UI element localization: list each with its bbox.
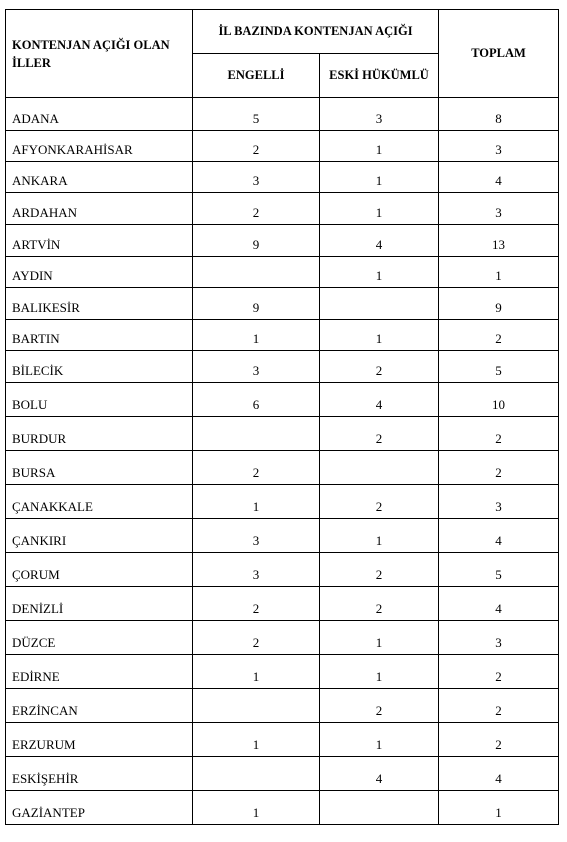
province-name-cell: ARTVİN (6, 225, 193, 257)
total-count-cell: 3 (439, 193, 559, 225)
total-count-cell: 2 (439, 655, 559, 689)
province-name-cell: BURDUR (6, 417, 193, 451)
total-count-cell: 4 (439, 587, 559, 621)
table-row (6, 417, 559, 451)
disabled-count-cell (193, 757, 320, 791)
header-provinces: KONTENJAN AÇIĞI OLAN İLLER (6, 10, 193, 98)
ex-convict-count-cell: 1 (320, 257, 439, 288)
ex-convict-count-cell: 1 (320, 131, 439, 162)
province-name-cell: EDİRNE (6, 655, 193, 689)
ex-convict-count-cell: 1 (320, 723, 439, 757)
table-row (6, 98, 559, 131)
province-name-cell: GAZİANTEP (6, 791, 193, 825)
disabled-count-cell: 3 (193, 553, 320, 587)
total-count-cell: 8 (439, 98, 559, 131)
total-count-cell: 3 (439, 131, 559, 162)
table-row (6, 587, 559, 621)
ex-convict-count-cell: 3 (320, 98, 439, 131)
total-count-cell: 2 (439, 451, 559, 485)
disabled-count-cell: 2 (193, 621, 320, 655)
ex-convict-count-cell: 1 (320, 655, 439, 689)
header-disabled: ENGELLİ (193, 54, 320, 98)
province-name-cell: BALIKESİR (6, 288, 193, 320)
total-count-cell: 10 (439, 383, 559, 417)
table-row (6, 757, 559, 791)
ex-convict-count-cell: 1 (320, 162, 439, 193)
table-row (6, 320, 559, 351)
table-row (6, 485, 559, 519)
total-count-cell: 3 (439, 485, 559, 519)
province-name-cell: BARTIN (6, 320, 193, 351)
ex-convict-count-cell: 2 (320, 417, 439, 451)
disabled-count-cell: 9 (193, 288, 320, 320)
total-count-cell: 5 (439, 351, 559, 383)
ex-convict-count-cell (320, 451, 439, 485)
total-count-cell: 2 (439, 689, 559, 723)
disabled-count-cell: 3 (193, 162, 320, 193)
disabled-count-cell: 2 (193, 131, 320, 162)
ex-convict-count-cell: 2 (320, 351, 439, 383)
disabled-count-cell (193, 417, 320, 451)
total-count-cell: 4 (439, 757, 559, 791)
ex-convict-count-cell: 2 (320, 587, 439, 621)
disabled-count-cell: 1 (193, 655, 320, 689)
disabled-count-cell: 6 (193, 383, 320, 417)
total-count-cell: 9 (439, 288, 559, 320)
province-name-cell: DÜZCE (6, 621, 193, 655)
province-name-cell: ÇANAKKALE (6, 485, 193, 519)
disabled-count-cell: 1 (193, 791, 320, 825)
table-row (6, 257, 559, 288)
total-count-cell: 4 (439, 519, 559, 553)
disabled-count-cell (193, 257, 320, 288)
ex-convict-count-cell: 1 (320, 621, 439, 655)
disabled-count-cell: 1 (193, 485, 320, 519)
table-row (6, 383, 559, 417)
ex-convict-count-cell: 4 (320, 225, 439, 257)
province-name-cell: ÇORUM (6, 553, 193, 587)
province-name-cell: ERZURUM (6, 723, 193, 757)
ex-convict-count-cell: 4 (320, 757, 439, 791)
table-row (6, 553, 559, 587)
disabled-count-cell: 3 (193, 351, 320, 383)
table-row (6, 689, 559, 723)
table-row (6, 225, 559, 257)
total-count-cell: 2 (439, 417, 559, 451)
province-name-cell: BURSA (6, 451, 193, 485)
province-name-cell: ERZİNCAN (6, 689, 193, 723)
province-name-cell: ADANA (6, 98, 193, 131)
table-row (6, 791, 559, 825)
total-count-cell: 13 (439, 225, 559, 257)
ex-convict-count-cell: 1 (320, 519, 439, 553)
total-count-cell: 1 (439, 257, 559, 288)
table-row (6, 451, 559, 485)
ex-convict-count-cell: 2 (320, 485, 439, 519)
ex-convict-count-cell (320, 288, 439, 320)
province-name-cell: AYDIN (6, 257, 193, 288)
disabled-count-cell: 1 (193, 723, 320, 757)
disabled-count-cell: 2 (193, 451, 320, 485)
total-count-cell: 5 (439, 553, 559, 587)
disabled-count-cell: 5 (193, 98, 320, 131)
province-name-cell: BOLU (6, 383, 193, 417)
ex-convict-count-cell: 2 (320, 689, 439, 723)
ex-convict-count-cell: 4 (320, 383, 439, 417)
total-count-cell: 2 (439, 320, 559, 351)
ex-convict-count-cell (320, 791, 439, 825)
table-row (6, 131, 559, 162)
disabled-count-cell: 2 (193, 193, 320, 225)
table-row (6, 162, 559, 193)
table-row (6, 288, 559, 320)
total-count-cell: 1 (439, 791, 559, 825)
province-name-cell: BİLECİK (6, 351, 193, 383)
header-group: İL BAZINDA KONTENJAN AÇIĞI (193, 10, 439, 54)
province-name-cell: ANKARA (6, 162, 193, 193)
ex-convict-count-cell: 1 (320, 320, 439, 351)
table-row (6, 723, 559, 757)
disabled-count-cell: 9 (193, 225, 320, 257)
quota-deficit-table (5, 9, 559, 825)
total-count-cell: 4 (439, 162, 559, 193)
province-name-cell: ARDAHAN (6, 193, 193, 225)
disabled-count-cell: 3 (193, 519, 320, 553)
header-total: TOPLAM (439, 10, 559, 98)
province-name-cell: AFYONKARAHİSAR (6, 131, 193, 162)
province-name-cell: ÇANKIRI (6, 519, 193, 553)
disabled-count-cell (193, 689, 320, 723)
ex-convict-count-cell: 1 (320, 193, 439, 225)
table-row (6, 655, 559, 689)
province-name-cell: ESKİŞEHİR (6, 757, 193, 791)
table-row (6, 193, 559, 225)
table-row (6, 351, 559, 383)
disabled-count-cell: 1 (193, 320, 320, 351)
disabled-count-cell: 2 (193, 587, 320, 621)
ex-convict-count-cell: 2 (320, 553, 439, 587)
total-count-cell: 2 (439, 723, 559, 757)
table-row (6, 621, 559, 655)
province-name-cell: DENİZLİ (6, 587, 193, 621)
header-ex-convict: ESKİ HÜKÜMLÜ (320, 54, 439, 98)
table-row (6, 519, 559, 553)
total-count-cell: 3 (439, 621, 559, 655)
